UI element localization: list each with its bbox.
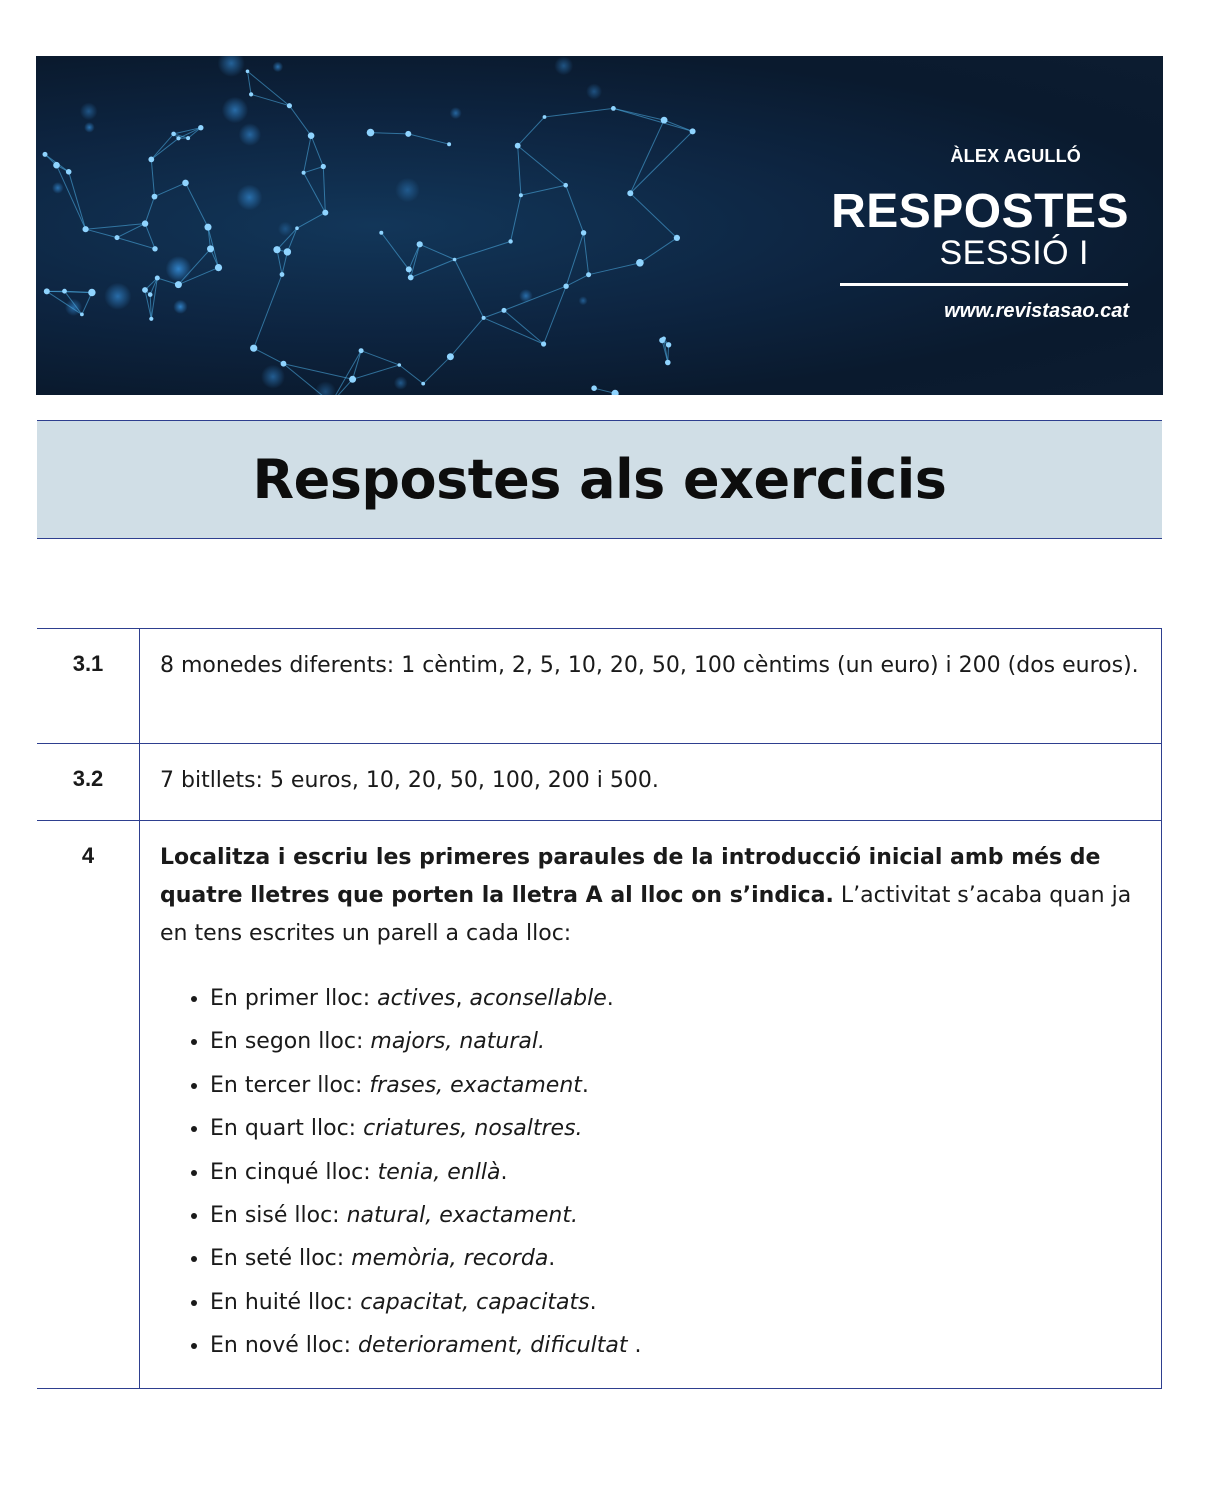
network-node: [321, 164, 326, 169]
place-words: deteriorament, dificultat: [357, 1333, 628, 1359]
glow-dot: [450, 107, 462, 119]
network-edge: [304, 167, 324, 173]
banner-title: RESPOSTES: [831, 185, 1129, 238]
glow-dot: [52, 182, 64, 194]
table-row: [37, 629, 1162, 744]
network-edge: [277, 250, 282, 275]
place-words: tenia, enllà: [377, 1159, 501, 1185]
list-item: [210, 1194, 1141, 1237]
table-row: [37, 821, 1162, 1389]
network-edge: [331, 351, 361, 395]
answer-text: 8 monedes diferents: 1 cèntim, 2, 5, 10, 20, 50, 100 cèntims (un euro) i 200 (dos euros).: [160, 653, 1139, 678]
glow-dot: [394, 376, 408, 390]
network-node: [666, 342, 671, 347]
list-item: [210, 1324, 1141, 1367]
places-list: [160, 977, 1141, 1368]
network-node: [421, 382, 425, 386]
website-link[interactable]: www.revistasao.cat: [944, 300, 1129, 322]
network-node: [349, 376, 356, 383]
network-edge: [284, 364, 353, 380]
network-node: [417, 241, 423, 247]
place-label: En nové lloc:: [210, 1333, 358, 1359]
network-edge: [289, 106, 311, 136]
glow-dot: [166, 256, 192, 282]
network-node: [447, 142, 451, 146]
network-edge: [57, 165, 86, 229]
place-words: criatures, nosaltres.: [363, 1116, 583, 1142]
network-node: [215, 264, 222, 271]
network-node: [280, 272, 285, 277]
place-separator: ,: [455, 986, 470, 1011]
network-node: [53, 162, 60, 169]
network-node: [519, 193, 523, 197]
network-node: [581, 230, 586, 235]
network-node: [453, 258, 457, 262]
network-node: [322, 210, 328, 216]
place-label: En huité lloc:: [210, 1289, 361, 1315]
network-edge: [566, 185, 584, 233]
place-words: memòria, recorda: [351, 1246, 549, 1272]
list-item: [210, 977, 1141, 1020]
network-node: [482, 316, 486, 320]
glow-dot: [80, 103, 98, 121]
network-edge: [521, 185, 566, 195]
network-node: [152, 246, 157, 251]
answers-table: [37, 628, 1162, 1389]
network-node: [207, 245, 214, 252]
network-node: [115, 235, 120, 240]
network-edge: [151, 138, 178, 159]
network-node: [636, 259, 644, 267]
glow-dot: [84, 122, 95, 133]
network-node: [88, 289, 95, 296]
network-node: [627, 190, 633, 196]
network-node: [186, 136, 190, 140]
network-node: [281, 361, 287, 367]
author-name: ÀLEX AGULLÓ: [950, 146, 1081, 166]
place-end: .: [627, 1333, 642, 1359]
network-edge: [371, 133, 409, 134]
list-item: [210, 1020, 1141, 1063]
network-edge: [450, 318, 483, 357]
network-edge: [484, 310, 504, 318]
table-row: [37, 744, 1162, 821]
network-edge: [455, 260, 484, 318]
network-edge: [254, 348, 284, 364]
network-node: [591, 385, 597, 391]
network-node: [661, 117, 668, 124]
network-edge: [613, 108, 692, 131]
network-node: [284, 248, 291, 255]
network-node: [44, 288, 50, 294]
network-node: [408, 275, 414, 281]
network-edge: [304, 136, 312, 173]
network-node: [302, 171, 306, 175]
glow-dot: [273, 62, 284, 73]
row-answer: [140, 821, 1162, 1389]
network-edge: [248, 71, 290, 105]
network-node: [674, 235, 680, 241]
list-item: [210, 1151, 1141, 1194]
place-label: En sisé lloc:: [210, 1203, 347, 1229]
network-node: [149, 317, 153, 321]
list-item: [210, 1064, 1141, 1107]
network-edge: [589, 263, 640, 275]
network-edge: [518, 146, 521, 196]
place-end: .: [548, 1246, 556, 1272]
network-edge: [518, 146, 566, 186]
network-node: [662, 337, 666, 341]
network-edge: [630, 131, 692, 193]
network-edge: [151, 159, 154, 196]
network-edge: [151, 134, 173, 160]
network-node: [612, 390, 619, 395]
network-node: [611, 106, 616, 111]
network-edge: [353, 365, 400, 379]
network-edge: [353, 351, 362, 380]
network-edge: [504, 310, 544, 344]
row-answer: [140, 629, 1162, 744]
network-node: [541, 341, 546, 346]
network-edge: [511, 195, 521, 241]
network-node: [66, 169, 72, 175]
network-edge: [47, 291, 92, 292]
place-words: natural, exactament.: [346, 1203, 578, 1229]
network-node: [295, 226, 299, 230]
answer-text: [160, 839, 1141, 953]
network-edge: [361, 351, 399, 365]
network-node: [80, 313, 84, 317]
glow-dot: [218, 56, 245, 77]
network-edge: [408, 134, 449, 144]
place-label: En quart lloc:: [210, 1116, 364, 1142]
network-edge: [455, 241, 511, 259]
glow-dot: [586, 84, 602, 100]
network-edge: [304, 173, 326, 213]
network-edge: [411, 260, 455, 278]
network-edge: [630, 193, 677, 238]
network-node: [205, 224, 212, 231]
network-edge: [584, 233, 589, 275]
network-node: [142, 220, 148, 226]
network-edge: [613, 108, 664, 120]
place-end: .: [581, 1072, 589, 1098]
place-words: capacitat, capacitats: [360, 1289, 590, 1315]
network-edge: [86, 229, 117, 237]
place-words: majors, natural.: [370, 1029, 545, 1055]
place-words-extra: aconsellable: [469, 986, 607, 1011]
network-edge: [248, 71, 252, 94]
network-edge: [484, 318, 544, 344]
network-edge: [640, 238, 677, 263]
row-number: 3.2: [37, 744, 140, 821]
network-node: [287, 103, 292, 108]
answer-text: 7 bitllets: 5 euros, 10, 20, 50, 100, 200 i 500.: [160, 768, 659, 793]
network-node: [155, 276, 160, 281]
banner-session: SESSIÓ I: [939, 234, 1089, 272]
glow-dot: [315, 381, 336, 395]
network-node: [148, 292, 153, 297]
network-node: [586, 272, 591, 277]
place-label: En tercer lloc:: [210, 1072, 370, 1098]
network-node: [405, 131, 411, 137]
glow-dot: [239, 123, 262, 146]
glow-dot: [104, 283, 131, 310]
network-node: [502, 308, 507, 313]
network-edge: [69, 172, 86, 229]
header-banner: [36, 56, 1163, 395]
network-edge: [297, 213, 325, 229]
row-number: 3.1: [37, 629, 140, 744]
network-node: [367, 129, 375, 137]
network-node: [447, 353, 454, 360]
row-number: 4: [37, 821, 140, 1389]
glow-dot: [222, 97, 248, 123]
network-node: [198, 125, 203, 130]
glow-dot: [261, 365, 285, 389]
place-label: En segon lloc:: [210, 1029, 371, 1055]
page-title: Respostes als exercicis: [252, 448, 947, 511]
network-node: [246, 70, 250, 74]
glow-dot: [579, 296, 588, 305]
list-item: [210, 1237, 1141, 1280]
place-end: .: [500, 1159, 508, 1185]
network-node: [83, 226, 89, 232]
network-edge: [117, 238, 155, 249]
exercise-instruction: Localitza i escriu les primeres paraules de la introducció inicial amb més de quatre lletres que porten la lletra A al lloc on s’indica.: [160, 845, 1101, 908]
glow-dot: [395, 178, 420, 203]
network-node: [665, 360, 671, 366]
network-node: [175, 281, 182, 288]
place-words: actives: [377, 986, 456, 1011]
row-answer: [140, 744, 1162, 821]
network-node: [690, 128, 696, 134]
network-edge: [155, 183, 186, 197]
network-node: [406, 266, 412, 272]
network-node: [62, 289, 67, 294]
network-node: [359, 348, 364, 353]
banner-divider: [840, 283, 1128, 286]
network-edge: [311, 136, 323, 167]
network-edge: [420, 244, 455, 259]
network-edge: [423, 357, 450, 384]
network-node: [508, 239, 512, 243]
place-end: .: [589, 1289, 597, 1315]
network-edge: [381, 233, 409, 270]
network-edge: [145, 224, 155, 249]
network-node: [142, 287, 148, 293]
network-node: [379, 231, 383, 235]
network-node: [250, 345, 257, 352]
network-edge: [518, 117, 545, 146]
list-item: [210, 1107, 1141, 1150]
glow-dot: [278, 222, 293, 237]
network-node: [515, 143, 521, 149]
network-node: [148, 157, 154, 163]
section-heading-box: [37, 420, 1162, 539]
network-node: [563, 183, 568, 188]
network-edge: [545, 108, 614, 117]
network-node: [308, 132, 315, 139]
place-label: En primer lloc:: [210, 986, 378, 1011]
place-end: .: [606, 986, 614, 1011]
network-edge: [186, 183, 209, 227]
glow-dot: [519, 289, 533, 303]
network-node: [543, 115, 547, 119]
network-node: [176, 136, 180, 140]
network-edge: [254, 275, 282, 349]
network-edge: [504, 286, 566, 310]
network-node: [398, 363, 402, 367]
glow-dot: [173, 300, 187, 314]
network-edge: [251, 94, 289, 105]
network-edge: [323, 167, 325, 213]
place-words: frases, exactament: [369, 1072, 582, 1098]
network-edge: [544, 286, 567, 344]
network-node: [563, 284, 568, 289]
network-node: [182, 180, 189, 187]
place-label: En cinqué lloc:: [210, 1159, 378, 1185]
network-node: [249, 92, 253, 96]
network-node: [273, 246, 280, 253]
place-label: En seté lloc:: [210, 1246, 352, 1272]
glow-dot: [554, 56, 573, 75]
network-node: [152, 194, 158, 200]
list-item: [210, 1281, 1141, 1324]
network-edge: [145, 197, 154, 224]
glow-dot: [237, 185, 263, 211]
network-edge: [630, 120, 664, 193]
network-node: [43, 152, 48, 157]
exercise-note: L’activitat s’acaba quan ja en tens escrites un parell a cada lloc:: [160, 883, 1132, 946]
network-node: [171, 132, 176, 137]
